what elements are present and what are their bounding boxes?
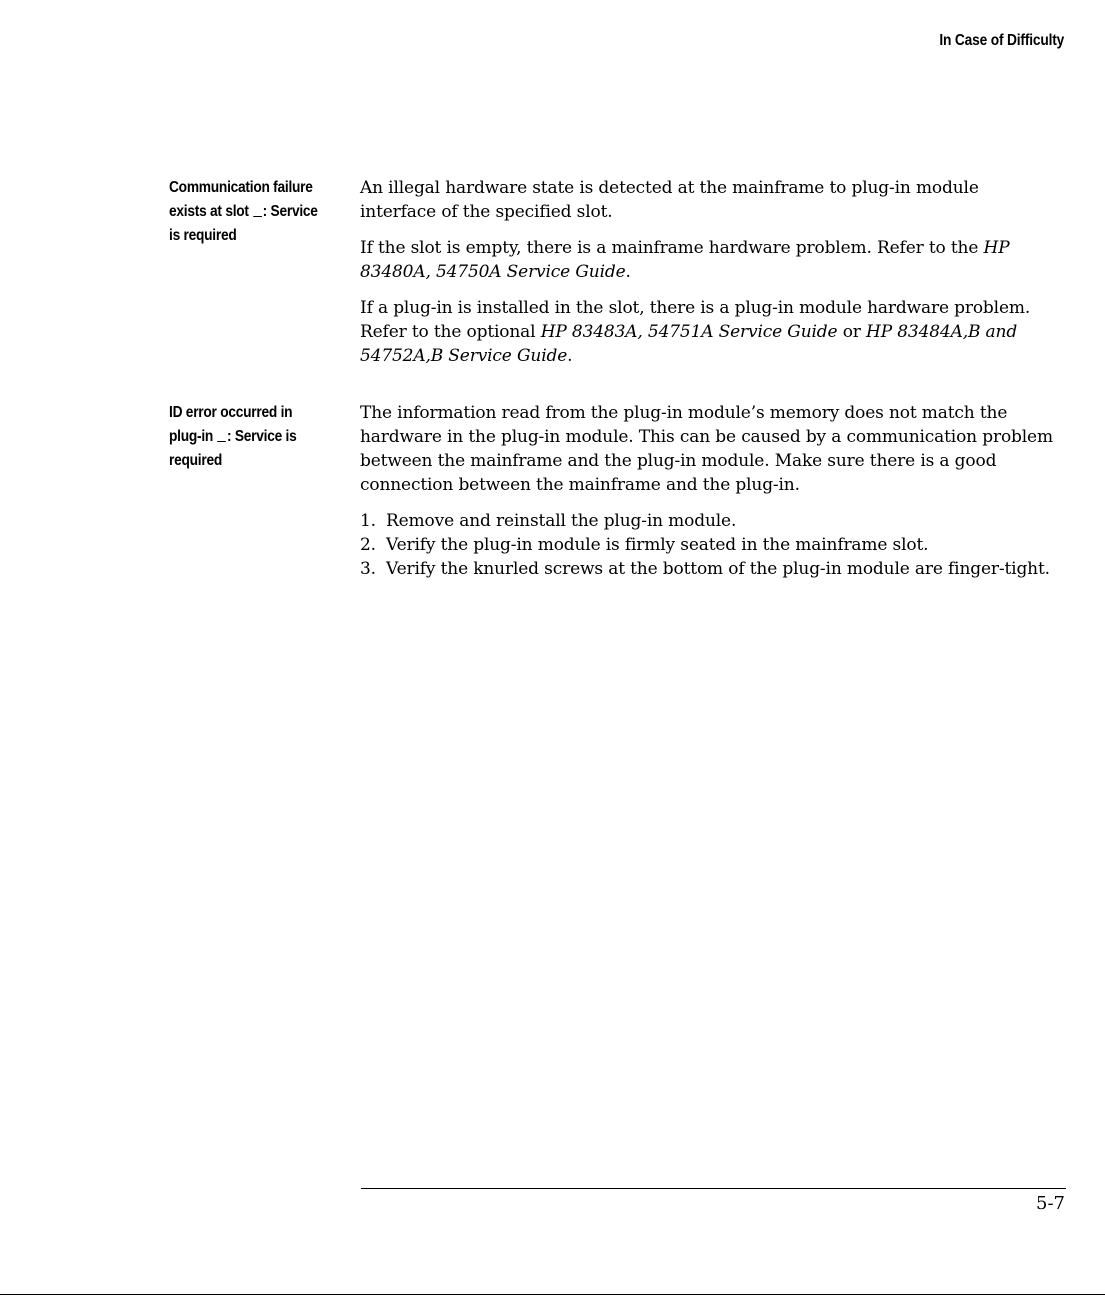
text: or xyxy=(842,322,861,342)
slot-placeholder xyxy=(253,204,262,217)
step-text: Verify the plug-in module is firmly seated in the mainframe slot. xyxy=(386,535,929,555)
running-header: In Case of Difficulty xyxy=(939,32,1064,49)
page-edge-rule xyxy=(0,1294,1105,1295)
description-paragraph xyxy=(360,236,1060,284)
error-term xyxy=(169,401,354,473)
description-paragraph: An illegal hardware state is detected at the mainframe to plug-in module interface of the specified slot. xyxy=(360,178,979,222)
step-number: 1. xyxy=(360,511,376,531)
term-line xyxy=(169,200,328,224)
term-line: ID error occurred in xyxy=(169,404,293,421)
step-number: 3. xyxy=(360,559,376,579)
step-item xyxy=(360,557,1060,581)
plugin-placeholder xyxy=(217,429,226,442)
error-term xyxy=(169,176,354,248)
term-line: is required xyxy=(169,227,237,244)
step-text: Remove and reinstall the plug-in module. xyxy=(386,511,737,531)
text: If a plug-in is installed in the slot, there is a plug-in module hardware problem. Refer to the optional xyxy=(360,298,1031,342)
step-item xyxy=(360,533,1060,557)
description-paragraph: The information read from the plug-in module’s memory does not match the hardware in the plug-in module. This can be caused by a communication problem between the mainframe and the plug-in module. Make sure there is a good connection between the mainframe and the plug-in. xyxy=(360,403,1053,495)
term-line xyxy=(169,425,328,449)
manual-reference: HP 83484A,B and 54752A,B Service Guide xyxy=(360,322,1018,366)
step-item xyxy=(360,509,1060,533)
term-line: required xyxy=(169,452,222,469)
error-description xyxy=(360,401,1060,581)
term-text: : Service xyxy=(262,203,318,220)
step-number: 2. xyxy=(360,535,376,555)
footer-rule xyxy=(361,1188,1066,1189)
error-description xyxy=(360,176,1060,380)
term-text: plug-in xyxy=(169,428,214,445)
term-text: : Service is xyxy=(226,428,297,445)
description-paragraph xyxy=(360,296,1060,368)
manual-reference: HP 83480A, 54750A Service Guide xyxy=(360,238,1010,282)
text: If the slot is empty, there is a mainframe hardware problem. Refer to the xyxy=(360,238,979,258)
text: . xyxy=(625,262,631,282)
manual-reference: HP 83483A, 54751A Service Guide xyxy=(540,322,838,342)
troubleshooting-steps xyxy=(360,509,1060,581)
term-text: exists at slot xyxy=(169,203,249,220)
text: . xyxy=(567,346,573,366)
term-line: Communication failure xyxy=(169,179,313,196)
page-number: 5-7 xyxy=(1036,1193,1065,1214)
step-text: Verify the knurled screws at the bottom of the plug-in module are finger-tight. xyxy=(386,559,1050,579)
